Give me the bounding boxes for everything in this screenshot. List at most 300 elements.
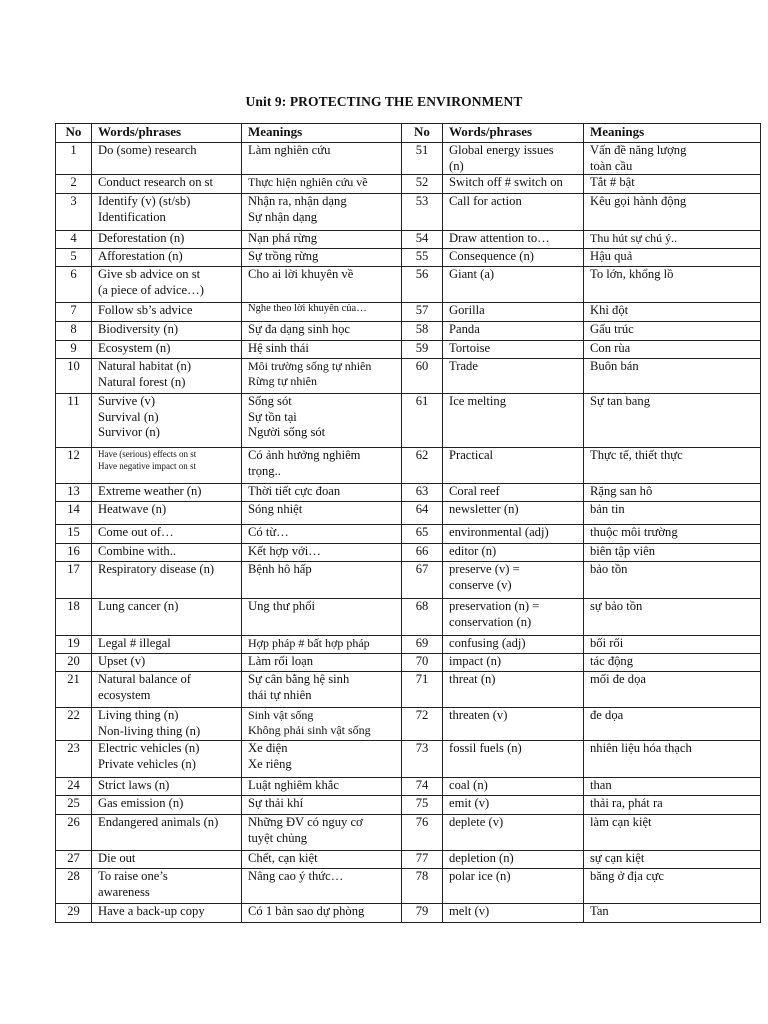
meaning-right-line: Con rùa (590, 341, 631, 355)
meaning-left (242, 303, 402, 322)
meaning-left-line: Hợp pháp # bất hợp pháp (248, 636, 370, 650)
word-phrase-right (443, 544, 584, 562)
meaning-left-line: Thực hiện nghiên cứu về (248, 175, 368, 189)
meaning-left-line: Sinh vật sống (248, 708, 314, 722)
word-phrase-right-line: environmental (adj) (449, 525, 549, 539)
word-phrase-right (443, 143, 584, 175)
entry-number-left: 6 (56, 267, 92, 303)
meaning-left (242, 267, 402, 303)
word-phrase-right-line: Consequence (n) (449, 249, 534, 263)
meaning-right-line: thuộc môi trường (590, 525, 678, 539)
word-phrase-right (443, 502, 584, 525)
word-phrase-right-line: preservation (n) = (449, 599, 540, 613)
word-phrase-right-line: threaten (v) (449, 708, 508, 722)
meaning-left (242, 249, 402, 267)
word-phrase-left (92, 394, 242, 448)
word-phrase-left (92, 544, 242, 562)
meaning-left-line: Sống sót (248, 394, 292, 408)
meaning-left-line: Kết hợp với… (248, 544, 321, 558)
meaning-left-line: Có ảnh hưởng nghiêm (248, 448, 361, 462)
meaning-left (242, 778, 402, 796)
word-phrase-left (92, 672, 242, 708)
word-phrase-left-line: Living thing (n) (98, 708, 179, 722)
table-row (56, 231, 761, 249)
meaning-right-line: bảo tồn (590, 562, 628, 576)
meaning-right (584, 599, 761, 636)
word-phrase-left (92, 904, 242, 923)
meaning-right-line: Thực tế, thiết thực (590, 448, 683, 462)
table-row (56, 267, 761, 303)
header-meanings-right: Meanings (584, 124, 761, 143)
meaning-right (584, 231, 761, 249)
entry-number-right: 65 (402, 525, 443, 544)
word-phrase-left-line: Combine with.. (98, 544, 177, 558)
word-phrase-right-line: Coral reef (449, 484, 500, 498)
entry-number-right: 53 (402, 194, 443, 231)
meaning-right (584, 448, 761, 484)
entry-number-left: 9 (56, 341, 92, 359)
entry-number-right: 52 (402, 175, 443, 194)
meaning-left (242, 636, 402, 654)
entry-number-right: 79 (402, 904, 443, 923)
word-phrase-right-line: impact (n) (449, 654, 502, 668)
meaning-left-line: Sự nhận dạng (248, 209, 318, 224)
meaning-right (584, 525, 761, 544)
word-phrase-right (443, 359, 584, 394)
meaning-right-line: than (590, 778, 612, 792)
word-phrase-left (92, 341, 242, 359)
meaning-left (242, 599, 402, 636)
word-phrase-right (443, 394, 584, 448)
meaning-left-line: Sự tồn tại (248, 409, 297, 424)
entry-number-right: 67 (402, 562, 443, 599)
table-row (56, 194, 761, 231)
meaning-right-line: đe dọa (590, 708, 624, 722)
word-phrase-left (92, 303, 242, 322)
word-phrase-left (92, 869, 242, 904)
meaning-left-line: Rừng tự nhiên (248, 374, 318, 388)
entry-number-left: 23 (56, 741, 92, 778)
entry-number-right: 75 (402, 796, 443, 815)
word-phrase-left-line: To raise one’s (98, 869, 168, 883)
table-row (56, 796, 761, 815)
entry-number-right: 59 (402, 341, 443, 359)
meaning-left-line: Nâng cao ý thức… (248, 869, 344, 883)
meaning-left-line: Môi trường sống tự nhiên (248, 359, 372, 373)
meaning-left (242, 194, 402, 231)
table-row (56, 143, 761, 175)
meaning-right-line: Tan (590, 904, 609, 918)
meaning-left-line: Thời tiết cực đoan (248, 484, 341, 498)
document-title: Unit 9: PROTECTING THE ENVIRONMENT (245, 94, 523, 109)
word-phrase-right-line: Tortoise (449, 341, 491, 355)
word-phrase-right (443, 599, 584, 636)
meaning-left (242, 448, 402, 484)
meaning-left-line: Sự đa dạng sinh học (248, 322, 350, 336)
word-phrase-right-line: Giant (a) (449, 267, 495, 281)
word-phrase-right (443, 341, 584, 359)
word-phrase-right-line: Panda (449, 322, 480, 336)
word-phrase-right-line: editor (n) (449, 544, 497, 558)
word-phrase-left-line: Survivor (n) (98, 425, 160, 439)
word-phrase-left-line: Identify (v) (st/sb) (98, 194, 191, 208)
table-row (56, 502, 761, 525)
word-phrase-left-line: Legal # illegal (98, 636, 171, 650)
word-phrase-left (92, 175, 242, 194)
entry-number-right: 63 (402, 484, 443, 502)
entry-number-left: 3 (56, 194, 92, 231)
word-phrase-left-line: Afforestation (n) (98, 249, 183, 263)
table-row (56, 672, 761, 708)
word-phrase-left-line: Have negative impact on st (98, 461, 196, 471)
meaning-left-line: tuyệt chủng (248, 830, 308, 845)
entry-number-left: 11 (56, 394, 92, 448)
word-phrase-left-line: Give sb advice on st (98, 267, 201, 281)
meaning-left-line: Sự trồng rừng (248, 249, 319, 263)
entry-number-left: 15 (56, 525, 92, 544)
entry-number-right: 70 (402, 654, 443, 672)
word-phrase-left-line: Conduct research on st (98, 175, 214, 189)
entry-number-left: 25 (56, 796, 92, 815)
word-phrase-right-line: preserve (v) = (449, 562, 520, 576)
word-phrase-right (443, 484, 584, 502)
word-phrase-right (443, 654, 584, 672)
meaning-left-line: Có từ… (248, 525, 289, 539)
word-phrase-right-line: confusing (adj) (449, 636, 526, 650)
meaning-right (584, 341, 761, 359)
table-row (56, 741, 761, 778)
meaning-right (584, 322, 761, 341)
word-phrase-right (443, 672, 584, 708)
meaning-left-line: Luật nghiêm khắc (248, 778, 339, 792)
meaning-left (242, 502, 402, 525)
meaning-right (584, 194, 761, 231)
meaning-right (584, 175, 761, 194)
meaning-left (242, 654, 402, 672)
word-phrase-left (92, 359, 242, 394)
meaning-right (584, 303, 761, 322)
entry-number-right: 54 (402, 231, 443, 249)
entry-number-left: 28 (56, 869, 92, 904)
meaning-right-line: Gấu trúc (590, 322, 634, 336)
word-phrase-left-line: (a piece of advice…) (98, 282, 204, 297)
entry-number-right: 68 (402, 599, 443, 636)
meaning-left-line: Sự thải khí (248, 796, 304, 810)
table-row (56, 322, 761, 341)
meaning-left (242, 741, 402, 778)
word-phrase-left-line: Have a back-up copy (98, 904, 205, 918)
word-phrase-right (443, 636, 584, 654)
meaning-left-line: Nghe theo lời khuyên của… (248, 303, 367, 314)
table-header-row (56, 124, 761, 143)
meaning-left-line: Xe điện (248, 741, 288, 755)
table-row (56, 303, 761, 322)
entry-number-left: 24 (56, 778, 92, 796)
entry-number-left: 26 (56, 815, 92, 851)
word-phrase-left-line: Extreme weather (n) (98, 484, 202, 498)
table-row (56, 654, 761, 672)
meaning-right-line: làm cạn kiệt (590, 815, 652, 829)
word-phrase-left (92, 815, 242, 851)
entry-number-right: 64 (402, 502, 443, 525)
word-phrase-left (92, 448, 242, 484)
word-phrase-right (443, 175, 584, 194)
meaning-left (242, 525, 402, 544)
table-row (56, 778, 761, 796)
entry-number-right: 78 (402, 869, 443, 904)
word-phrase-left (92, 267, 242, 303)
meaning-left-line: Sóng nhiệt (248, 502, 303, 516)
meaning-left-line: Nạn phá rừng (248, 231, 318, 245)
meaning-right-line: sự bảo tồn (590, 599, 643, 613)
word-phrase-left-line: Non-living thing (n) (98, 723, 201, 738)
meaning-right-line: Rặng san hô (590, 484, 653, 498)
meaning-left (242, 815, 402, 851)
table-row (56, 525, 761, 544)
word-phrase-right (443, 778, 584, 796)
word-phrase-right-line: conserve (v) (449, 577, 512, 592)
meaning-left-line: Bệnh hô hấp (248, 562, 312, 576)
entry-number-left: 10 (56, 359, 92, 394)
word-phrase-right (443, 851, 584, 869)
meaning-right (584, 267, 761, 303)
word-phrase-left-line: Private vehicles (n) (98, 756, 196, 771)
word-phrase-left (92, 249, 242, 267)
word-phrase-left (92, 525, 242, 544)
header-words-right: Words/phrases (443, 124, 584, 143)
meaning-left (242, 796, 402, 815)
table-row (56, 544, 761, 562)
word-phrase-left-line: Natural forest (n) (98, 374, 186, 389)
entry-number-right: 62 (402, 448, 443, 484)
table-row (56, 341, 761, 359)
word-phrase-right-line: fossil fuels (n) (449, 741, 522, 755)
table-row (56, 562, 761, 599)
word-phrase-left-line: Die out (98, 851, 136, 865)
word-phrase-right (443, 562, 584, 599)
word-phrase-right-line: emit (v) (449, 796, 490, 810)
word-phrase-right-line: deplete (v) (449, 815, 504, 829)
entry-number-left: 16 (56, 544, 92, 562)
word-phrase-right (443, 796, 584, 815)
table-row (56, 359, 761, 394)
word-phrase-right-line: threat (n) (449, 672, 496, 686)
header-no-right: No (402, 124, 443, 143)
header-no-left: No (56, 124, 92, 143)
table-row (56, 599, 761, 636)
meaning-left-line: Chết, cạn kiệt (248, 851, 318, 865)
word-phrase-right (443, 525, 584, 544)
word-phrase-right-line: conservation (n) (449, 614, 532, 629)
meaning-right-line: thải ra, phát ra (590, 796, 663, 810)
meaning-right (584, 544, 761, 562)
word-phrase-left-line: Heatwave (n) (98, 502, 167, 516)
word-phrase-right-line: Practical (449, 448, 494, 462)
meaning-left (242, 672, 402, 708)
word-phrase-right (443, 194, 584, 231)
entry-number-right: 66 (402, 544, 443, 562)
meaning-right (584, 778, 761, 796)
word-phrase-left-line: Have (serious) effects on st (98, 449, 197, 459)
word-phrase-left-line: Strict laws (n) (98, 778, 170, 792)
header-meanings-left: Meanings (242, 124, 402, 143)
table-row (56, 869, 761, 904)
meaning-left-line: Hệ sinh thái (248, 341, 309, 355)
word-phrase-left-line: Gas emission (n) (98, 796, 184, 810)
meaning-right (584, 484, 761, 502)
entry-number-right: 61 (402, 394, 443, 448)
meaning-left (242, 484, 402, 502)
word-phrase-left (92, 484, 242, 502)
word-phrase-right-line: (n) (449, 158, 464, 173)
meaning-left (242, 322, 402, 341)
table-row (56, 815, 761, 851)
meaning-left (242, 394, 402, 448)
word-phrase-right-line: polar ice (n) (449, 869, 511, 883)
meaning-left (242, 359, 402, 394)
word-phrase-left (92, 143, 242, 175)
meaning-right (584, 359, 761, 394)
meaning-left (242, 143, 402, 175)
entry-number-left: 5 (56, 249, 92, 267)
word-phrase-right-line: Switch off # switch on (449, 175, 563, 189)
meaning-right-line: Thu hút sự chú ý.. (590, 231, 678, 245)
entry-number-right: 56 (402, 267, 443, 303)
word-phrase-left-line: Follow sb’s advice (98, 303, 193, 317)
entry-number-left: 4 (56, 231, 92, 249)
word-phrase-left (92, 562, 242, 599)
entry-number-left: 8 (56, 322, 92, 341)
word-phrase-right (443, 741, 584, 778)
entry-number-left: 7 (56, 303, 92, 322)
meaning-right-line: mối đe dọa (590, 672, 646, 686)
word-phrase-right (443, 869, 584, 904)
entry-number-left: 20 (56, 654, 92, 672)
entry-number-right: 60 (402, 359, 443, 394)
vocabulary-table (55, 123, 761, 923)
word-phrase-right-line: Ice melting (449, 394, 506, 408)
meaning-right (584, 708, 761, 741)
table-row (56, 636, 761, 654)
meaning-left (242, 231, 402, 249)
meaning-right (584, 796, 761, 815)
word-phrase-right-line: Call for action (449, 194, 522, 208)
word-phrase-left-line: Lung cancer (n) (98, 599, 179, 613)
entry-number-right: 58 (402, 322, 443, 341)
word-phrase-left-line: Ecosystem (n) (98, 341, 171, 355)
meaning-right (584, 636, 761, 654)
entry-number-right: 57 (402, 303, 443, 322)
entry-number-right: 51 (402, 143, 443, 175)
table-row (56, 484, 761, 502)
meaning-right-line: Buôn bán (590, 359, 639, 373)
meaning-left (242, 869, 402, 904)
vocabulary-rows (56, 143, 761, 923)
meaning-right (584, 904, 761, 923)
word-phrase-right (443, 267, 584, 303)
word-phrase-right (443, 231, 584, 249)
entry-number-left: 21 (56, 672, 92, 708)
word-phrase-left (92, 654, 242, 672)
meaning-right (584, 654, 761, 672)
word-phrase-left-line: Respiratory disease (n) (98, 562, 215, 576)
meaning-right-line: Tắt # bật (590, 175, 635, 189)
entry-number-right: 69 (402, 636, 443, 654)
meaning-right-line: To lớn, khổng lồ (590, 267, 674, 281)
meaning-left-line: Có 1 bản sao dự phòng (248, 904, 365, 918)
meaning-right (584, 815, 761, 851)
meaning-right-line: nhiên liệu hóa thạch (590, 741, 692, 755)
entry-number-left: 12 (56, 448, 92, 484)
meaning-right-line: bối rối (590, 636, 624, 650)
meaning-right (584, 869, 761, 904)
table-row (56, 175, 761, 194)
meaning-left-line: thái tự nhiên (248, 687, 312, 702)
word-phrase-right-line: depletion (n) (449, 851, 514, 865)
word-phrase-left-line: Electric vehicles (n) (98, 741, 200, 755)
word-phrase-left (92, 194, 242, 231)
meaning-right-line: sự cạn kiệt (590, 851, 645, 865)
word-phrase-right (443, 815, 584, 851)
meaning-left (242, 175, 402, 194)
word-phrase-left-line: Do (some) research (98, 143, 197, 157)
entry-number-left: 1 (56, 143, 92, 175)
word-phrase-right (443, 322, 584, 341)
word-phrase-right-line: Trade (449, 359, 478, 373)
meaning-right-line: Kêu gọi hành động (590, 194, 687, 208)
entry-number-left: 2 (56, 175, 92, 194)
word-phrase-left-line: Upset (v) (98, 654, 146, 668)
table-row (56, 708, 761, 741)
meaning-right-line: tác động (590, 654, 634, 668)
entry-number-left: 19 (56, 636, 92, 654)
meaning-right-line: toàn cầu (590, 158, 633, 173)
word-phrase-right (443, 303, 584, 322)
meaning-left-line: Ung thư phổi (248, 599, 315, 613)
word-phrase-left-line: Deforestation (n) (98, 231, 185, 245)
meaning-left-line: Sự cân bằng hệ sinh (248, 672, 350, 686)
word-phrase-left (92, 708, 242, 741)
word-phrase-right-line: melt (v) (449, 904, 490, 918)
meaning-right (584, 562, 761, 599)
meaning-left (242, 851, 402, 869)
meaning-right (584, 143, 761, 175)
word-phrase-right-line: Global energy issues (449, 143, 554, 157)
entry-number-left: 27 (56, 851, 92, 869)
meaning-right-line: Sự tan bang (590, 394, 650, 408)
word-phrase-left-line: ecosystem (98, 687, 151, 702)
word-phrase-right-line: Gorilla (449, 303, 485, 317)
header-words-left: Words/phrases (92, 124, 242, 143)
word-phrase-left-line: Natural habitat (n) (98, 359, 192, 373)
meaning-right-line: Vấn đề năng lượng (590, 143, 687, 157)
entry-number-right: 71 (402, 672, 443, 708)
meaning-right-line: bản tin (590, 502, 625, 516)
word-phrase-left (92, 231, 242, 249)
entry-number-left: 17 (56, 562, 92, 599)
meaning-left (242, 708, 402, 741)
word-phrase-right (443, 249, 584, 267)
entry-number-right: 55 (402, 249, 443, 267)
word-phrase-left-line: Survival (n) (98, 409, 159, 424)
word-phrase-right (443, 448, 584, 484)
meaning-left (242, 904, 402, 923)
meaning-right (584, 741, 761, 778)
meaning-left-line: Người sống sót (248, 425, 326, 439)
entry-number-left: 13 (56, 484, 92, 502)
word-phrase-left (92, 636, 242, 654)
entry-number-left: 14 (56, 502, 92, 525)
